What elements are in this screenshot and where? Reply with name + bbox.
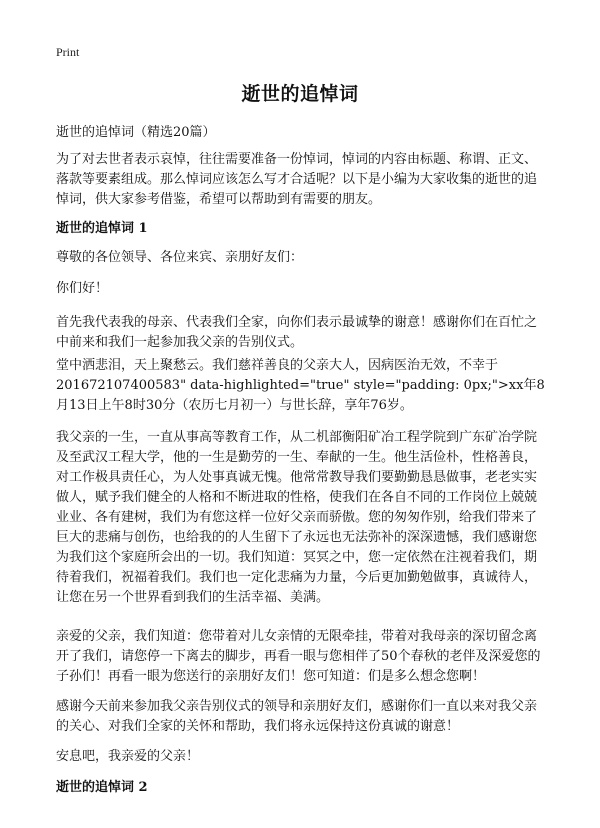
section-heading-2: 逝世的追悼词 2: [56, 780, 148, 795]
page-title: 逝世的追悼词: [241, 83, 359, 105]
paragraph-thanks: 首先我代表我的母亲、代表我们全家，向你们表示最诚挚的谢意！感谢你们在百忙之中前来和我们一起参加我父亲的告别仪式。: [56, 315, 538, 350]
intro-paragraph: 为了对去世者表示哀悼，往往需要准备一份悼词，悼词的内容由标题、称谓、正文、落款等要素组成。那么悼词应该怎么写才合适呢？以下是小编为大家收集的逝世的追悼词，供大家参考借鉴，希望可以帮助到有需要的朋友。: [56, 152, 538, 207]
paragraph-death-notice: 堂中洒悲泪，天上聚愁云。我们慈祥善良的父亲大人，因病医治无效，不幸于201672107400583" data-highlighted="true" style="padding: 0px;">xx年8月13日上午8时30分（农历七月初一）与世长辞，享年76岁。: [56, 358, 545, 413]
paragraph-rest: 安息吧，我亲爱的父亲！: [56, 749, 200, 764]
subtitle: 逝世的追悼词（精选20篇）: [56, 125, 216, 140]
paragraph-gratitude: 感谢今天前来参加我父亲告别仪式的领导和亲朋好友们，感谢你们一直以来对我父亲的关心、对我们全家的关怀和帮助，我们将永远保持这份真诚的谢意！: [56, 699, 538, 734]
section-heading-1: 逝世的追悼词 1: [56, 221, 148, 236]
print-link[interactable]: Print: [56, 45, 80, 59]
paragraph-life-story: 我父亲的一生，一直从事高等教育工作，从二机部衡阳矿冶工程学院到广东矿冶学院及至武汉工程大学，他的一生是勤劳的一生、奉献的一生。他生活俭朴，性格善良，对工作极具责任心，为人处事真诚无愧。他常常教导我们要勤勤恳恳做事，老老实实做人，赋予我们健全的人格和不断进取的性格，使我们在各自不同的工作岗位上兢兢业业、各有建树，我们为有您这样一位好父亲而骄傲。您的匆匆作别，给我们带来了巨大的悲痛与创伤，也给我的的人生留下了永远也无法弥补的深深遗憾，我们感谢您为我们这个家庭所会出的一切。我们知道：冥冥之中，您一定依然在注视着我们，期待着我们，祝福着我们。我们也一定化悲痛为力量，今后更加勤勉做事，真诚待人，让您在另一个世界看到我们的生活幸福、美满。: [56, 430, 538, 605]
paragraph-salutation: 尊敬的各位领导、各位来宾、亲朋好友们：: [56, 250, 304, 265]
paragraph-greeting: 你们好！: [56, 281, 109, 296]
paragraph-farewell: 亲爱的父亲，我们知道：您带着对儿女亲情的无限牵挂，带着对我母亲的深切留念离开了我们，请您停一下离去的脚步，再看一眼与您相伴了50个春秋的老伴及深爱您的子孙们！再看一眼为您送行的亲朋好友们！您可知道：们是多么想念您啊！: [56, 629, 541, 684]
